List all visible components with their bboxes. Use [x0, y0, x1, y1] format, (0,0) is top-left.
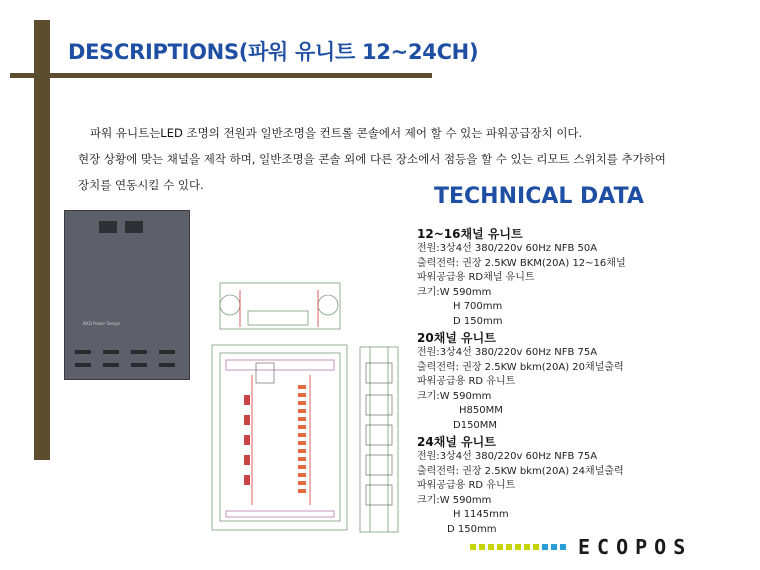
power-unit-photo: [64, 210, 190, 380]
top-view-fan-right: [318, 295, 338, 315]
spec-output: 출력전력: 권장 2.5KW BKM(20A) 12~16채널: [417, 257, 626, 269]
spec-size-d: D 150mm: [447, 523, 497, 535]
page-title: DESCRIPTIONS(파워 유니트 12~24CH): [68, 40, 479, 64]
intro-line: 현장 상황에 맞는 채널을 제작 하며, 일반조명을 콘솔 외에 다른 장소에서 점등을 할 수 있는 리모트 스위치를 추가하여: [78, 152, 666, 166]
vent-slot: [131, 350, 147, 354]
spec-size-w: 크기:W 590mm: [417, 494, 492, 506]
technical-drawing: [200, 275, 405, 540]
top-view-outline: [220, 283, 340, 329]
top-view-fan-left: [220, 295, 240, 315]
spec-supply: 파워공급용 RD 유니트: [417, 376, 516, 387]
brand-name: ECOPOS: [578, 535, 693, 559]
vent-slot: [75, 350, 91, 354]
intro-line: 장치를 연동시킬 수 있다.: [78, 178, 204, 192]
cabinet-window: [99, 221, 117, 233]
top-view-panel: [248, 311, 308, 325]
technical-data-title: TECHNICAL DATA: [434, 184, 644, 209]
cabinet-window: [125, 221, 143, 233]
spec-heading: 20채널 유니트: [417, 331, 496, 345]
front-view-inner: [220, 353, 340, 521]
decorative-horizontal-bar: [10, 73, 432, 78]
vent-slot: [131, 363, 147, 367]
spec-output: 출력전력: 권장 2.5KW bkm(20A) 24채널출력: [417, 465, 624, 477]
spec-supply: 파워공급용 RD채널 유니트: [417, 272, 535, 283]
vent-slot: [75, 363, 91, 367]
spec-block-24ch: [417, 434, 624, 537]
spec-size-h: H 700mm: [453, 301, 503, 312]
spec-power: 전원:3상4선 380/220v 60Hz NFB 75A: [417, 451, 598, 462]
spec-block-20ch: [417, 330, 624, 433]
cabinet-label: NXD Power Design: [83, 321, 121, 326]
spec-size-w: 크기:W 590mm: [417, 286, 492, 298]
vent-slot: [159, 350, 175, 354]
front-view-outline: [212, 345, 347, 530]
spec-size-w: 크기:W 590mm: [417, 390, 492, 402]
spec-size-h: H 1145mm: [453, 509, 509, 520]
vent-slot: [103, 363, 119, 367]
decorative-vertical-bar: [34, 20, 50, 460]
spec-size-d: D150MM: [453, 419, 498, 431]
intro-paragraph: [80, 120, 755, 198]
front-view-bottom-rail: [226, 511, 334, 517]
vent-slot: [103, 350, 119, 354]
vent-slot: [159, 363, 175, 367]
spec-supply: 파워공급용 RD 유니트: [417, 480, 516, 491]
spec-block-12-16ch: [417, 226, 626, 329]
spec-power: 전원:3상4선 380/220v 60Hz NFB 75A: [417, 347, 598, 358]
spec-size-h: H850MM: [459, 405, 503, 416]
spec-size-d: D 150mm: [453, 315, 503, 327]
spec-power: 전원:3상4선 380/220v 60Hz NFB 50A: [417, 243, 598, 254]
spec-heading: 12~16채널 유니트: [417, 227, 523, 241]
intro-line: 파워 유니트는LED 조명의 전원과 일반조명을 컨트롤 콘솔에서 제어 할 수 있는 파워공급장치 이다.: [90, 126, 583, 140]
spec-heading: 24채널 유니트: [417, 435, 496, 449]
spec-output: 출력전력: 권장 2.5KW bkm(20A) 20채널출력: [417, 361, 624, 373]
front-view-top-rail: [226, 360, 334, 370]
